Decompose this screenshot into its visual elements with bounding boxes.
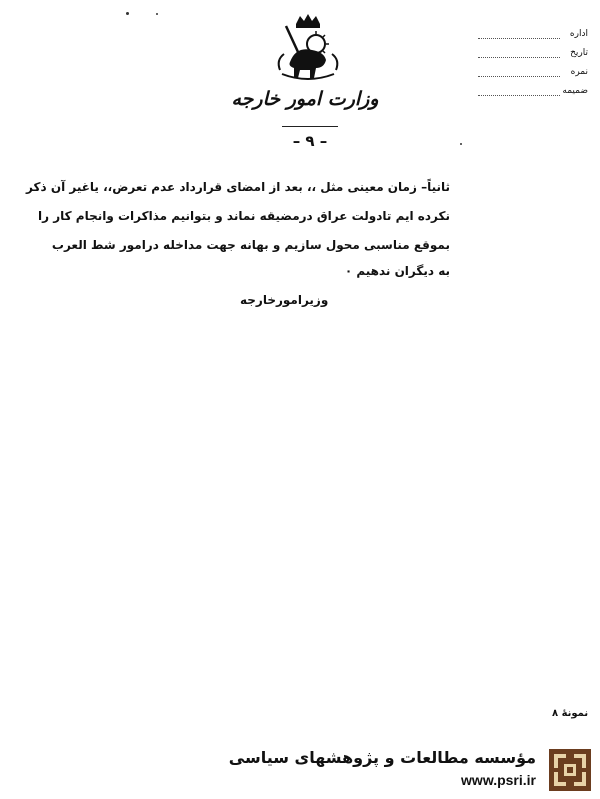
office-fill-line bbox=[478, 38, 560, 39]
ink-speck bbox=[126, 12, 129, 15]
office-field bbox=[478, 28, 588, 47]
date-field bbox=[478, 47, 588, 66]
institute-name: مؤسسه مطالعات و پژوهشهای سیاسی bbox=[228, 748, 536, 767]
title-underline bbox=[282, 126, 338, 127]
body-line: ثانیاً– زمان معینی مثل ،، بعد از امضای قرارداد عدم تعرض،، یاغیر آن ذکر bbox=[26, 180, 450, 194]
body-line: بموقع مناسبی محول سازیم و بهانه جهت مداخله درامور شط العرب bbox=[51, 238, 450, 252]
ink-speck bbox=[460, 143, 462, 145]
letter-meta-fields bbox=[478, 28, 588, 104]
page-number: – ۹ – bbox=[292, 132, 328, 150]
body-line: نکرده ایم تادولت عراق درمضیقه نماند و بتوانیم مذاکرات وانجام کار را bbox=[38, 209, 450, 223]
institute-logo-icon bbox=[548, 748, 592, 792]
ink-speck bbox=[156, 13, 158, 15]
ministry-title: وزارت امور خارجه bbox=[231, 88, 379, 110]
signature-title: وزیرامورخارجه bbox=[240, 293, 329, 307]
office-label: اداره bbox=[569, 29, 588, 39]
body-line: به دیگران ندهیم ۰ bbox=[344, 264, 450, 278]
attachment-fill-line bbox=[478, 95, 560, 96]
date-fill-line bbox=[478, 57, 560, 58]
lion-and-sun-emblem-icon bbox=[268, 10, 348, 90]
number-fill-line bbox=[478, 76, 560, 77]
number-label: نمره bbox=[570, 67, 588, 77]
number-field bbox=[478, 66, 588, 85]
attachment-label: ضمیمه bbox=[562, 86, 588, 96]
attachment-field bbox=[478, 85, 588, 104]
institute-watermark bbox=[228, 744, 594, 794]
institute-url[interactable]: www.psri.ir bbox=[461, 772, 536, 788]
date-label: تاریخ bbox=[570, 48, 588, 58]
sample-number-label: نمونهٔ ۸ bbox=[552, 708, 589, 719]
